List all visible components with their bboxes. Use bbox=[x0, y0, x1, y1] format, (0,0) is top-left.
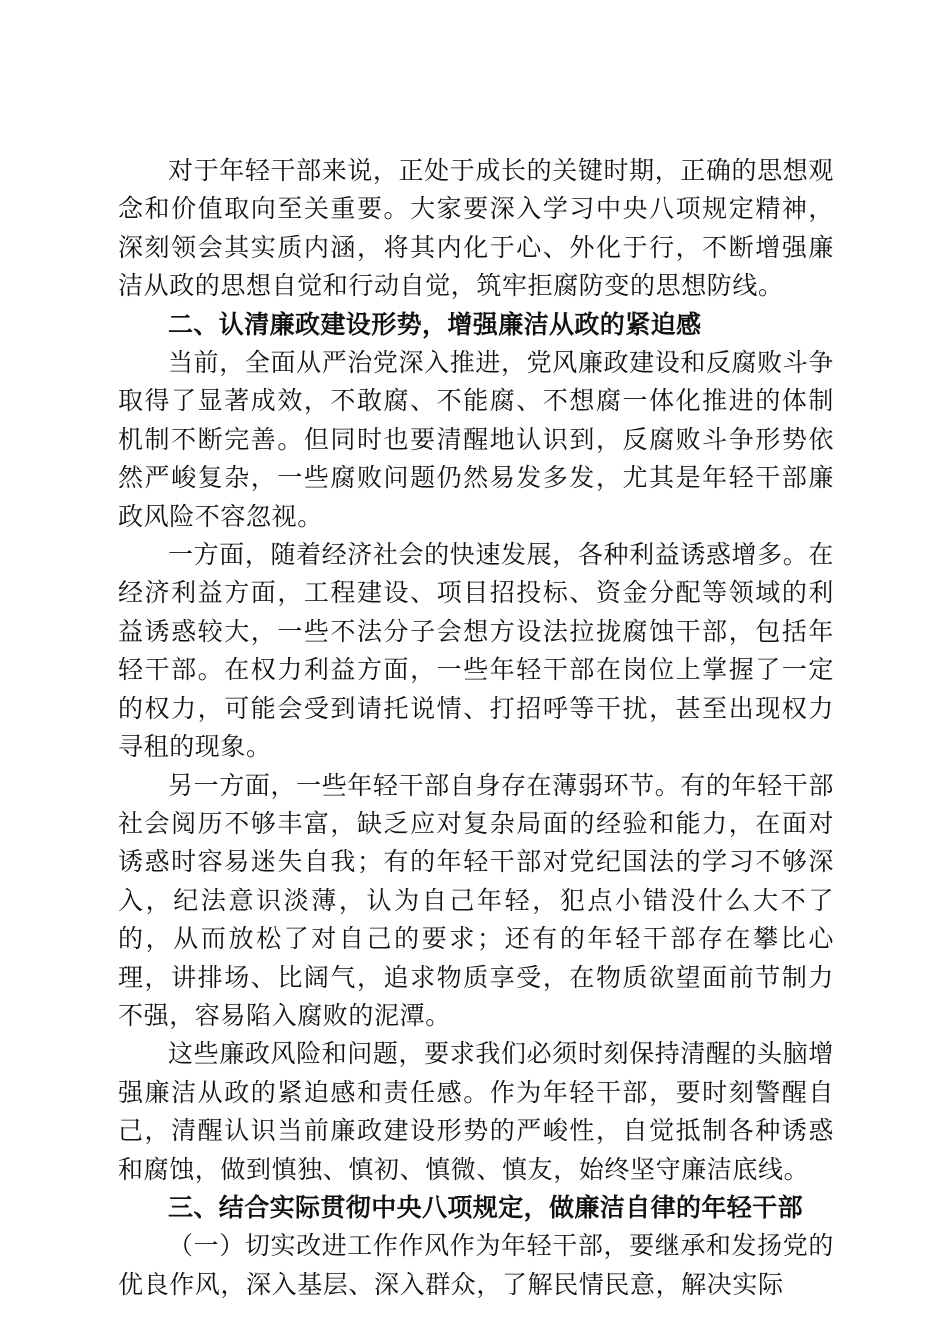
paragraph-requirements: 这些廉政风险和问题，要求我们必须时刻保持清醒的头脑增强廉洁从政的紧迫感和责任感。作为年轻干部，要时刻警醒自己，清醒认识当前廉政建设形势的严峻性，自觉抵制各种诱惑和腐蚀，做到慎独、慎初、慎微、慎友，始终坚守廉洁底线。 bbox=[118, 1039, 834, 1184]
paragraph-current-situation: 当前，全面从严治党深入推进，党风廉政建设和反腐败斗争取得了显著成效，不敢腐、不能腐、不想腐一体化推进的体制机制不断完善。但同时也要清醒地认识到，反腐败斗争形势依然严峻复杂，一些腐败问题仍然易发多发，尤其是年轻干部廉政风险不容忽视。 bbox=[118, 348, 834, 531]
section-heading-3: 三、结合实际贯彻中央八项规定，做廉洁自律的年轻干部 bbox=[168, 1192, 804, 1222]
paragraph-internal-weaknesses: 另一方面，一些年轻干部自身存在薄弱环节。有的年轻干部社会阅历不够丰富，缺乏应对复杂局面的经验和能力，在面对诱惑时容易迷失自我；有的年轻干部对党纪国法的学习不够深入，纪法意识淡薄，认为自己年轻，犯点小错没什么大不了的，从而放松了对自己的要求；还有的年轻干部存在攀比心理，讲排场、比阔气，追求物质享受，在物质欲望面前节制力不强，容易陷入腐败的泥潭。 bbox=[118, 770, 834, 1030]
document-body bbox=[118, 152, 834, 1304]
paragraph-young-cadres-mindset: 对于年轻干部来说，正处于成长的关键时期，正确的思想观念和价值取向至关重要。大家要深入学习中央八项规定精神，深刻领会其实质内涵，将其内化于心、外化于行，不断增强廉洁从政的思想自觉和行动自觉，筑牢拒腐防变的思想防线。 bbox=[118, 156, 834, 301]
paragraph-external-temptations: 一方面，随着经济社会的快速发展，各种利益诱惑增多。在经济利益方面，工程建设、项目招投标、资金分配等领域的利益诱惑较大，一些不法分子会想方设法拉拢腐蚀干部，包括年轻干部。在权力利益方面，一些年轻干部在岗位上掌握了一定的权力，可能会受到请托说情、打招呼等干扰，甚至出现权力寻租的现象。 bbox=[118, 540, 834, 762]
section-heading-2: 二、认清廉政建设形势，增强廉洁从政的紧迫感 bbox=[168, 309, 702, 339]
paragraph-improve-work-style: （一）切实改进工作作风作为年轻干部，要继承和发扬党的优良作风，深入基层、深入群众，了解民情民意，解决实际 bbox=[118, 1231, 834, 1299]
